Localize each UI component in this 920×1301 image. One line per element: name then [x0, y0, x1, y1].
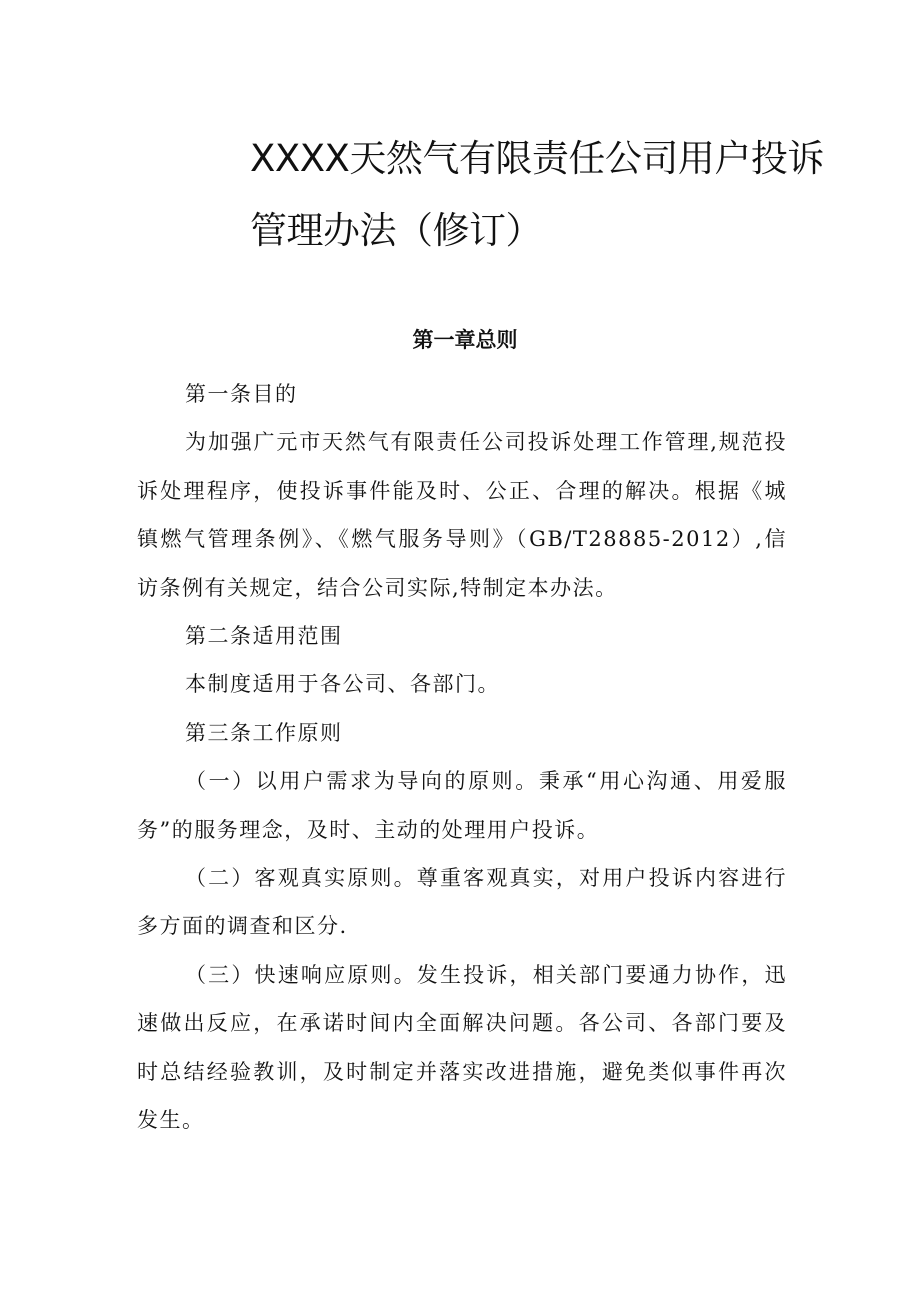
article-heading-1: 第一条目的	[185, 382, 298, 406]
paragraph-scope: 本制度适用于各公司、各部门。	[185, 672, 500, 697]
principle-item-1: （一）以用户需求为导向的原则。秉承“用心沟通、用爱服务”的服务理念，及时、主动的处理用户投诉。	[137, 769, 787, 842]
principle-item-2: （二）客观真实原则。尊重客观真实，对用户投诉内容进行多方面的调查和区分.	[137, 866, 787, 939]
paragraph-purpose: 为加强广元市天然气有限责任公司投诉处理工作管理,规范投诉处理程序，使投诉事件能及时、公正、合理的解决。根据《城镇燃气管理条例》、《燃气服务导则》（GB/T28885-2012）,信访条例有关规定，结合公司实际,特制定本办法。	[137, 430, 787, 600]
chapter-heading: 第一章总则	[412, 328, 518, 352]
document-body	[137, 370, 787, 1145]
document-title-line-2: 管理办法（修订）	[250, 209, 542, 252]
article-heading-3: 第三条工作原则	[185, 720, 343, 745]
principle-item-3: （三）快速响应原则。发生投诉，相关部门要通力协作，迅速做出反应，在承诺时间内全面解决问题。各公司、各部门要及时总结经验教训，及时制定并落实改进措施，避免类似事件再次发生。	[137, 962, 787, 1133]
document-title-line-1: XXXX天然气有限责任公司用户投诉	[250, 137, 824, 180]
article-heading-2: 第二条适用范围	[185, 624, 343, 649]
